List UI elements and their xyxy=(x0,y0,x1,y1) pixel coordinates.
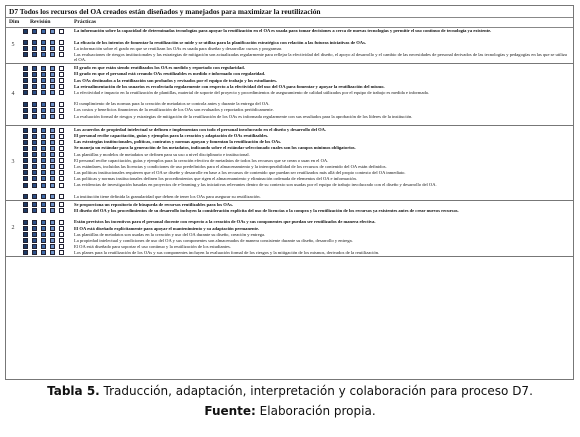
revision-checkbox xyxy=(23,66,28,71)
practice-text: Los OAs destinados a la reutilización son probados y revisados por el equipo de trabajo y los estudiantes. xyxy=(74,77,278,83)
practice-text: Los costos y beneficios financieros de la reutilización de los OAs son evaluados y reportados periódicamente. xyxy=(74,107,274,113)
revision-checkbox xyxy=(32,183,37,188)
practice-text: Las plantillas y modelos de metadatos se definen para su uso a nivel disciplinario e institucional. xyxy=(74,151,250,157)
revision-checkbox xyxy=(23,220,28,225)
practice-text: El OA está diseñado explícitamente para apoyar el mantenimiento y su adaptación permanente. xyxy=(74,225,260,231)
revision-checkbox xyxy=(23,238,28,243)
revision-checkbox xyxy=(32,232,37,237)
revision-checkbox xyxy=(50,72,55,77)
revision-checkbox xyxy=(41,146,46,151)
revision-checkbox xyxy=(23,84,28,89)
revision-checkbox xyxy=(41,202,46,207)
revision-checkbox xyxy=(23,108,28,113)
revision-checkbox xyxy=(41,158,46,163)
practice-text: Las políticas institucionales requieren que el OA se diseñe y desarrolle en base a los recursos de contenido que puedan ser reutilizados más allá del propio contexto del OA inmediato. xyxy=(74,169,406,175)
revision-checkbox xyxy=(59,232,64,237)
revision-checkbox xyxy=(23,202,28,207)
revision-checkbox xyxy=(41,46,46,51)
practice-text: La institución tiene definida la granularidad que deben de tener los OAs para asegurar su reutilización. xyxy=(74,193,261,199)
revision-checkbox xyxy=(23,232,28,237)
revision-checkbox xyxy=(23,208,28,213)
revision-checkbox xyxy=(32,84,37,89)
revision-checkbox xyxy=(32,134,37,139)
revision-checkbox xyxy=(23,226,28,231)
revision-checkbox xyxy=(23,183,28,188)
revision-checkbox xyxy=(23,72,28,77)
practice-text: Los acuerdos de propiedad intelectual se definen e implementan con todo el personal involucrado en el diseño y desarrollo del OA. xyxy=(74,127,327,133)
revision-checkbox xyxy=(50,244,55,249)
practice-text: Las evaluaciones de riesgos institucionales y las estrategias de mitigación son actualizadas regularmente para reflejar la efectividad del diseño, el apoyo al desarrollo y el cambio de las necesidades de personal derivados de las tecnologías y pedagogías en las que se utiliza el OA. xyxy=(74,51,567,63)
revision-checkbox xyxy=(32,164,37,169)
revision-checkbox xyxy=(59,244,64,249)
revision-checkbox xyxy=(23,250,28,255)
revision-checkbox xyxy=(41,78,46,83)
practice-row xyxy=(6,182,573,194)
revision-checkbox xyxy=(32,66,37,71)
revision-checkbox xyxy=(59,52,64,57)
revision-checkbox xyxy=(59,202,64,207)
practice-row xyxy=(6,208,573,220)
revision-checkbox xyxy=(41,108,46,113)
revision-checkbox xyxy=(50,128,55,133)
revision-checkbox xyxy=(41,40,46,45)
revision-checkbox xyxy=(32,220,37,225)
revision-checkbox xyxy=(50,176,55,181)
revision-checkbox xyxy=(41,102,46,107)
revision-checkbox xyxy=(50,250,55,255)
revision-checkbox xyxy=(59,152,64,157)
revision-checkbox xyxy=(59,194,64,199)
revision-checkbox xyxy=(59,176,64,181)
practice-row xyxy=(6,28,573,40)
revision-checkbox xyxy=(59,220,64,225)
table-source xyxy=(0,404,580,418)
dimension-section xyxy=(6,27,573,64)
revision-checkbox xyxy=(41,128,46,133)
revision-checkbox xyxy=(23,52,28,57)
revision-checkbox xyxy=(50,140,55,145)
revision-checkbox xyxy=(50,158,55,163)
revision-checkbox xyxy=(59,146,64,151)
revision-checkbox xyxy=(41,220,46,225)
revision-checkbox xyxy=(59,183,64,188)
practice-text: Las evidencias de investigación basadas en proyectos de e-learning y las iniciativas relevantes dentro de su contexto son usadas por el equipo de trabajo involucrado con el diseño y desarrollo del OA. xyxy=(74,182,437,188)
revision-checkbox xyxy=(41,232,46,237)
revision-checkbox xyxy=(23,102,28,107)
revision-checkbox xyxy=(41,72,46,77)
revision-checkbox xyxy=(32,238,37,243)
practice-text: La evaluación formal de riesgos y estrategias de mitigación de la reutilización de los OAs es informada regularmente con sus resultados para la aprobación de los líderes de la institución. xyxy=(74,113,413,119)
revision-checkbox xyxy=(32,90,37,95)
revision-checkbox xyxy=(50,66,55,71)
revision-checkbox xyxy=(23,176,28,181)
revision-checkbox xyxy=(59,46,64,51)
table-caption xyxy=(0,384,580,398)
practice-text: Los estándares, incluidas las licencias y condiciones de uso predefinidos para el almacenamiento y la interoperabilidad de los recursos de contenido del OA están definidos. xyxy=(74,163,387,169)
revision-checkbox xyxy=(50,114,55,119)
revision-checkbox xyxy=(32,46,37,51)
dimension-section xyxy=(6,201,573,257)
revision-checkbox xyxy=(32,52,37,57)
revision-checkbox xyxy=(23,78,28,83)
caption-label: Tabla 5. xyxy=(47,384,100,398)
practice-text: La información sobre la capacidad de determinadas tecnologías para apoyar la reutilización en el OA es usada para tomar decisiones a cerca de nuevas tecnologías y permitir el uso continuo de tecnología ya existente. xyxy=(74,28,492,33)
revision-checkbox xyxy=(50,102,55,107)
practice-text: El personal recibe capacitación, guías y ejemplos para la creación y adaptación de OAs reutilizables. xyxy=(74,133,269,139)
revision-checkbox xyxy=(41,244,46,249)
header-dim: Dim xyxy=(9,19,20,25)
revision-checkbox xyxy=(50,40,55,45)
revision-checkbox xyxy=(41,176,46,181)
revision-checkbox xyxy=(59,84,64,89)
source-text: Elaboración propia. xyxy=(255,404,376,418)
dimension-section xyxy=(6,64,573,126)
revision-checkbox xyxy=(32,108,37,113)
revision-checkbox xyxy=(50,52,55,57)
revision-checkbox xyxy=(32,244,37,249)
practice-text: La eficacia de los intentos de fomentar la reutilización se mide y se utiliza para la planificación estratégica con relación a las futuras iniciativas de OAs. xyxy=(74,39,366,45)
revision-checkbox xyxy=(32,176,37,181)
revision-checkbox xyxy=(32,152,37,157)
header-revision: Revisión xyxy=(30,19,51,25)
dimension-number: 5 xyxy=(11,41,15,48)
revision-checkbox xyxy=(41,152,46,157)
revision-checkbox xyxy=(23,134,28,139)
revision-checkbox xyxy=(50,84,55,89)
revision-checkbox xyxy=(59,158,64,163)
revision-checkbox xyxy=(50,202,55,207)
source-label: Fuente: xyxy=(204,404,256,418)
revision-checkbox xyxy=(59,170,64,175)
revision-checkbox xyxy=(50,220,55,225)
revision-checkbox xyxy=(41,84,46,89)
revision-checkbox xyxy=(50,164,55,169)
revision-checkbox xyxy=(32,29,37,34)
revision-checkbox xyxy=(41,183,46,188)
revision-checkbox xyxy=(32,158,37,163)
practice-text: Los planes para la reutilización de los OAs y sus componentes incluyen la evaluación formal de los riesgos y la mitigación de los mismos, derivados de la reutilización. xyxy=(74,249,380,255)
revision-checkbox xyxy=(23,158,28,163)
revision-checkbox xyxy=(59,128,64,133)
revision-checkbox xyxy=(59,90,64,95)
revision-checkbox xyxy=(41,238,46,243)
revision-checkbox xyxy=(23,46,28,51)
revision-checkbox xyxy=(41,208,46,213)
revision-checkbox xyxy=(59,66,64,71)
revision-checkbox xyxy=(32,40,37,45)
revision-checkbox xyxy=(23,29,28,34)
revision-checkbox xyxy=(50,90,55,95)
dimension-section xyxy=(6,126,573,201)
revision-checkbox xyxy=(59,78,64,83)
revision-checkbox xyxy=(32,208,37,213)
revision-checkbox xyxy=(23,152,28,157)
revision-checkbox xyxy=(32,202,37,207)
revision-checkbox xyxy=(50,232,55,237)
practice-row xyxy=(6,90,573,102)
revision-checkbox xyxy=(41,164,46,169)
revision-checkbox xyxy=(41,140,46,145)
revision-checkbox xyxy=(32,146,37,151)
practice-text: Las plantillas de metadatos son usadas en la creación y uso del OA durante su diseño, creación y entrega. xyxy=(74,231,266,237)
revision-checkbox xyxy=(50,194,55,199)
revision-checkbox xyxy=(32,102,37,107)
revision-checkbox xyxy=(32,194,37,199)
practice-row xyxy=(6,250,573,256)
revision-checkbox xyxy=(50,108,55,113)
practices-table xyxy=(5,5,574,380)
revision-checkbox xyxy=(50,170,55,175)
revision-checkbox xyxy=(41,250,46,255)
revision-checkbox xyxy=(41,66,46,71)
header-practicas: Prácticas xyxy=(74,19,97,25)
revision-checkbox xyxy=(59,250,64,255)
revision-checkbox xyxy=(23,146,28,151)
caption-text: Traducción, adaptación, interpretación y colaboración para proceso D7. xyxy=(99,384,533,398)
practice-text: La retroalimentación de los usuarios es recolectada regularmente con respecto a la efectividad del uso del OA para fomentar y apoyar la reutilización del mismo. xyxy=(74,83,385,89)
practice-text: El cumplimiento de las normas para la creación de metadatos se controla antes y durante la entrega del OA. xyxy=(74,101,270,107)
revision-checkbox xyxy=(32,128,37,133)
dimension-number: 4 xyxy=(11,91,15,98)
revision-checkbox xyxy=(41,114,46,119)
practice-text: El grado en que el personal está creando OAs reutilizables es medido e informado con regularidad. xyxy=(74,71,266,77)
practice-text: Están previstos los incentivos para el personal docente con respecto a la creación de OAs y sus componentes que puedan ser reutilizados de manera efectiva. xyxy=(74,219,376,225)
revision-checkbox xyxy=(50,226,55,231)
practice-text: Las estrategias institucionales, políticas, contratos y normas apoyan y fomentan la reutilización de los OAs. xyxy=(74,139,282,145)
revision-checkbox xyxy=(23,114,28,119)
revision-checkbox xyxy=(32,250,37,255)
revision-checkbox xyxy=(59,102,64,107)
revision-checkbox xyxy=(59,114,64,119)
practice-text: La efectividad e impacto en la reutilización de plantillas, material de soporte del proyecto y procedimientos de aseguramiento de calidad utilizados por el equipo de trabajo es medida e informada. xyxy=(74,89,429,95)
practice-text: Las políticas y normas institucionales definen los procedimientos que rigen el almacenamiento y eliminación ordenada de elementos del OA e información. xyxy=(74,175,357,181)
revision-checkbox xyxy=(50,29,55,34)
dimension-number: 3 xyxy=(11,159,15,166)
revision-checkbox xyxy=(50,238,55,243)
revision-checkbox xyxy=(59,29,64,34)
revision-checkbox xyxy=(59,238,64,243)
revision-checkbox xyxy=(50,46,55,51)
practice-text: El personal recibe capacitación, guías y ejemplos para la creación efectiva de metadatos de todos los recursos que se crean o usan en el OA. xyxy=(74,157,329,163)
practice-text: El diseño del OA y los procedimientos de su desarrollo incluyen la consideración explícita del uso de licencias o la compra y la reutilización de los recursos ya existentes antes de crear nuevos recursos. xyxy=(74,207,459,213)
revision-checkbox xyxy=(50,146,55,151)
revision-checkbox xyxy=(23,140,28,145)
revision-checkbox xyxy=(50,134,55,139)
practice-row xyxy=(6,114,573,126)
revision-checkbox xyxy=(23,90,28,95)
revision-checkbox xyxy=(59,164,64,169)
revision-checkbox xyxy=(41,226,46,231)
revision-checkbox xyxy=(32,114,37,119)
practice-row xyxy=(6,194,573,200)
revision-checkbox xyxy=(59,226,64,231)
practice-text: Se proporciona un repositorio de búsqueda de recursos reutilizables para los OAs. xyxy=(74,201,233,207)
revision-checkbox xyxy=(41,134,46,139)
practice-text: El OA está diseñado para soportar el uso continuo y la reutilización de los estudiantes. xyxy=(74,243,231,249)
revision-checkbox xyxy=(23,128,28,133)
revision-checkbox xyxy=(59,140,64,145)
revision-checkbox xyxy=(59,40,64,45)
revision-checkbox xyxy=(32,140,37,145)
revision-checkbox xyxy=(59,72,64,77)
revision-checkbox xyxy=(50,208,55,213)
revision-checkbox xyxy=(50,183,55,188)
table-title: D7 Todos los recursos del OA creados están diseñados y manejados para maximizar la reutilización xyxy=(9,7,321,16)
dimension-number: 2 xyxy=(11,224,15,231)
revision-checkbox xyxy=(23,244,28,249)
revision-checkbox xyxy=(23,170,28,175)
revision-checkbox xyxy=(32,72,37,77)
practice-text: La información sobre el grado en que se reutilizan los OAs es usada para diseñar y desarrollar cursos y programas xyxy=(74,45,282,51)
practice-text: El grado en que están siendo reutilizados los OA es medido y reportado con regularidad. xyxy=(74,65,245,71)
revision-checkbox xyxy=(50,78,55,83)
revision-checkbox xyxy=(41,170,46,175)
revision-checkbox xyxy=(23,40,28,45)
revision-checkbox xyxy=(32,170,37,175)
revision-checkbox xyxy=(59,134,64,139)
practice-text: Se maneja un estándar para la generación de los metadatos, indicando sobre el estándar seleccionado cuales son los campos mínimos obligatorios. xyxy=(74,145,356,151)
revision-checkbox xyxy=(23,194,28,199)
revision-checkbox xyxy=(50,152,55,157)
revision-checkbox xyxy=(41,194,46,199)
practice-row xyxy=(6,52,573,64)
revision-checkbox xyxy=(32,78,37,83)
revision-checkbox xyxy=(41,90,46,95)
revision-checkbox xyxy=(23,164,28,169)
revision-checkbox xyxy=(59,208,64,213)
revision-checkbox xyxy=(32,226,37,231)
practice-text: La propiedad intelectual y condiciones de uso del OA y sus componentes son almacenados de manera consistente durante su diseño, desarrollo y entrega. xyxy=(74,237,353,243)
revision-checkbox xyxy=(41,29,46,34)
revision-checkbox xyxy=(41,52,46,57)
revision-checkbox xyxy=(59,108,64,113)
